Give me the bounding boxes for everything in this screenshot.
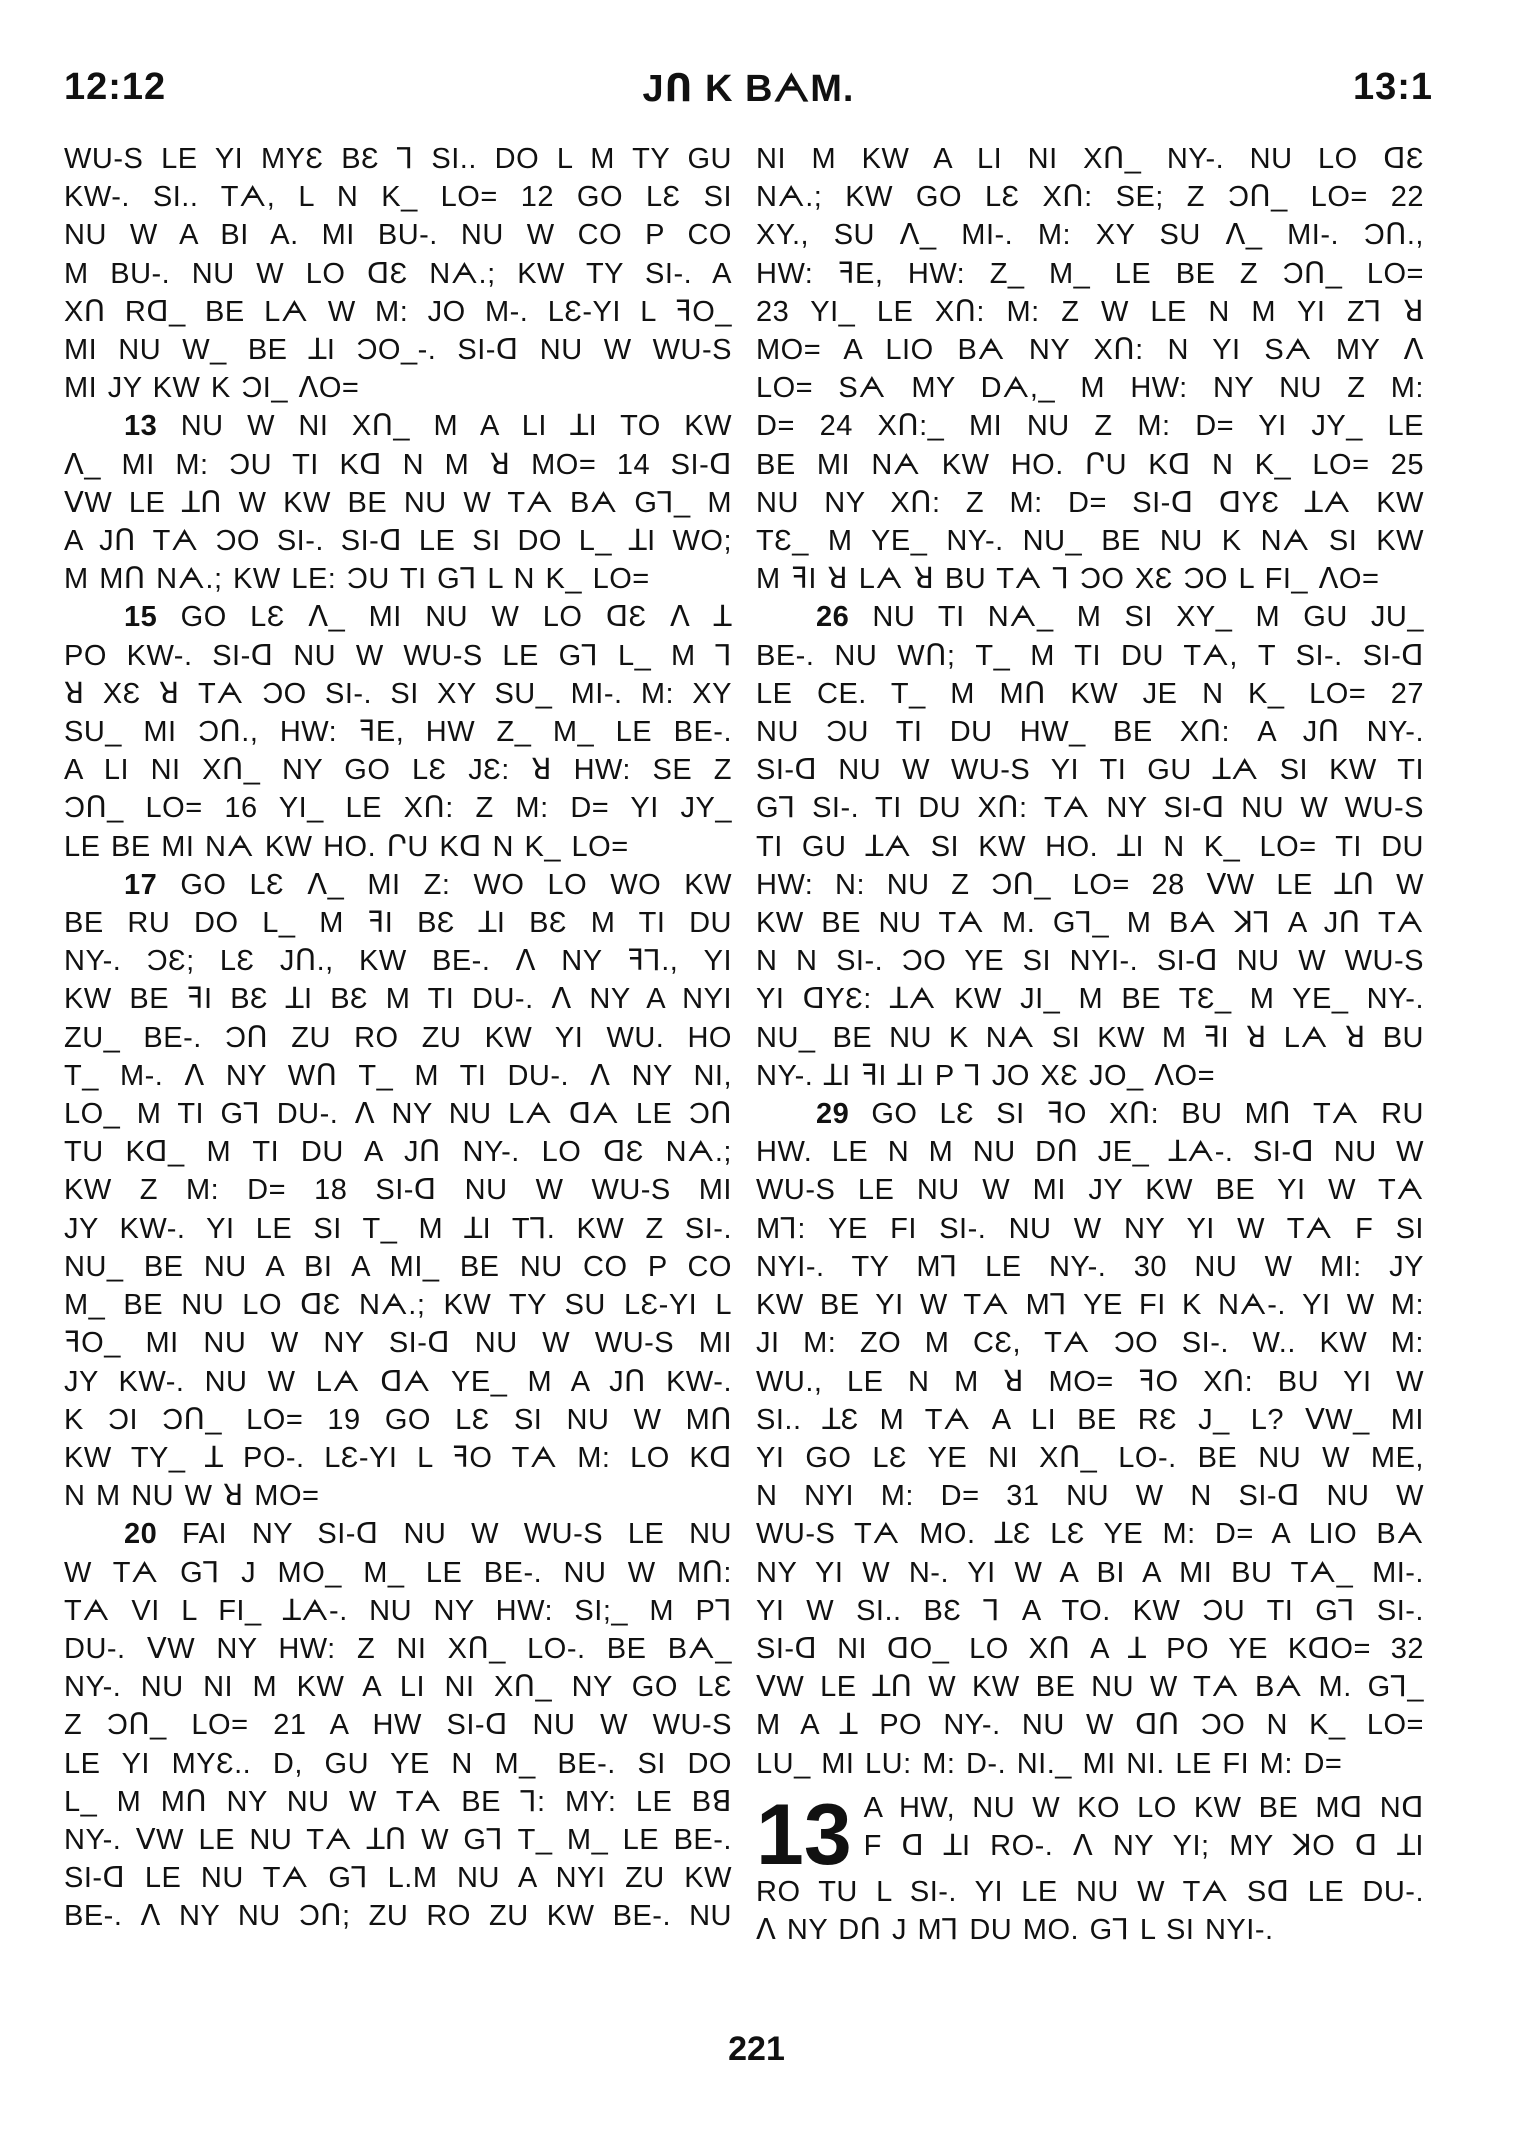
text-line: NU W A BI A. MI BU-. NU W CO P CO (64, 219, 732, 252)
text-line: YI W SI.. BƐ ꓶ A TO. KW ƆU TI Gꓶ SI-. (756, 1594, 1424, 1627)
text-line: 15 GO LƐ ᐱ_ MI NU W LO ꓷƐ ᐱ ꓕ (124, 601, 732, 634)
text-line: Tᗅ VI L FI_ ꓕᗅ-. NU NY HW: SI;_ M Pꓶ (64, 1594, 732, 1627)
text-line: BE-. NU WՈ; T_ M TI DU Tᗅ, T SI-. SI-ꓷ (756, 639, 1424, 672)
text-line: M BU-. NU W LO ꓷƐ Nᗅ.; KW TY SI-. A (64, 257, 732, 290)
text-line: NY-. NU NI M KW A LI NI XՈ_ NY GO LƐ (64, 1671, 732, 1704)
text-line: NU_ BE NU A BI A MI_ BE NU CO P CO (64, 1250, 732, 1283)
text-line: N M NU W ꓤ MO= (64, 1480, 320, 1513)
text-line: 17 GO LƐ ᐱ_ MI Z: WO LO WO KW (124, 868, 732, 901)
text-line: DU-. ᐯW NY HW: Z NI XՈ_ LO-. BE Bᗅ_ (64, 1632, 732, 1665)
text-line: NYI-. TY Mꓶ LE NY-. 30 NU W MI: JY (756, 1250, 1424, 1283)
text-line: MI JY KW K ƆI_ ᐱO= (64, 372, 360, 405)
text-line: ƆՈ_ LO= 16 YI_ LE XՈ: Z M: D= YI JY_ (64, 792, 732, 825)
text-line: KW BE NU Tᗅ M. Gꓶ_ M Bᗅ ꓘꓶ A JՈ Tᗅ (756, 907, 1424, 940)
text-line: SI.. ꓕƐ M Tᗅ A LI BE RƐ J_ L? ᐯW_ MI (756, 1403, 1424, 1436)
text-line: SI-ꓷ NU W WU-S YI TI GU ꓕᗅ SI KW TI (756, 754, 1424, 787)
text-line: KW-. SI.. Tᗅ, L N K_ LO= 12 GO LƐ SI (64, 181, 732, 214)
header-book-title: JՈ K BᗅM. (642, 68, 855, 110)
text-line: Nᗅ.; KW GO LƐ XՈ: SE; Z ƆՈ_ LO= 22 (756, 181, 1424, 214)
text-line: WU-S LE YI MYƐ BƐ ꓶ SI.. DO L M TY GU (64, 143, 732, 175)
text-line: L_ M MՈ NY NU W Tᗅ BE ꓶ: MY: LE Bꓭ (64, 1785, 732, 1818)
right-column-text (756, 140, 1424, 1783)
text-line: SI-ꓷ LE NU Tᗅ Gꓶ L.M NU A NYI ZU KW (64, 1862, 732, 1895)
text-line: HW: ꟻE, HW: Z_ M_ LE BE Z ƆՈ_ LO= (756, 257, 1424, 290)
text-line: 29 GO LƐ SI ꟻO XՈ: BU MՈ Tᗅ RU (816, 1098, 1424, 1131)
text-line: NY-. ƆƐ; LƐ JՈ., KW BE-. ᐱ NY ꟻꓶ., YI (64, 945, 732, 978)
text-line: BE RU DO L_ M ꟻI BƐ ꓕI BƐ M TI DU (64, 907, 732, 940)
chapter-start (756, 1786, 1424, 1883)
text-line: TI GU ꓕᗅ SI KW HO. ꓕI N K_ LO= TI DU (756, 830, 1424, 863)
text-line: TƐ_ M YE_ NY-. NU_ BE NU K Nᗅ SI KW (756, 525, 1424, 558)
text-line: JY KW-. YI LE SI T_ M ꓕI Tꓶ. KW Z SI-. (64, 1212, 732, 1245)
text-line: W Tᗅ Gꓶ J MO_ M_ LE BE-. NU W MՈ: (64, 1556, 732, 1589)
text-line: BE MI Nᗅ KW HO. ՐU Kᗡ N K_ LO= 25 (756, 448, 1424, 481)
left-column (64, 140, 732, 1936)
text-line: KW Z M: D= 18 SI-ꓷ NU W WU-S MI (64, 1174, 732, 1207)
text-line: NY YI W N-. YI W A BI A MI BU Tᗅ_ MI-. (756, 1556, 1424, 1589)
chapter-number: 13 (756, 1786, 852, 1883)
text-line: 23 YI_ LE XՈ: M: Z W LE N M YI Zꓶ ꓤ (756, 295, 1424, 328)
text-line: KW BE ꟻI BƐ ꓕI BƐ M TI DU-. ᐱ NY A NYI (64, 983, 732, 1016)
text-line: Z ƆՈ_ LO= 21 A HW SI-ꓷ NU W WU-S (64, 1709, 732, 1742)
text-line: ᐯW LE ꓕՈ W KW BE NU W Tᗅ Bᗅ M. Gꓶ_ (756, 1671, 1424, 1704)
header-left-reference: 12:12 (64, 66, 167, 108)
text-line: ꓤ XƐ ꓤ Tᗅ ƆO SI-. SI XY SU_ MI-. M: XY (64, 677, 732, 710)
text-line: WU., LE N M ꓤ MO= ꟻO XՈ: BU YI W (756, 1365, 1424, 1398)
text-line: YI ꓷYƐ: ꓕᗅ KW JI_ M BE TƐ_ M YE_ NY-. (756, 983, 1424, 1016)
text-line: KW TY_ ꓕ PO-. LƐ-YI L ꟻO Tᗅ M: LO Kᗡ (64, 1441, 732, 1474)
page-number: 221 (728, 2030, 785, 2068)
text-line: 13 NU W NI XՈ_ M A LI ꓕI TO KW (124, 410, 732, 443)
text-line: RO TU L SI-. YI LE NU W Tᗅ Sᗡ LE DU-. (756, 1875, 1424, 1908)
text-line: LO= Sᗅ MY Dᗅ,_ M HW: NY NU Z M: (756, 372, 1424, 405)
text-line: XՈ Rᗡ_ BE Lᗅ W M: JO M-. LƐ-YI L ꟻO_ (64, 295, 732, 328)
text-line: ꟻO_ MI NU W NY SI-ꓷ NU W WU-S MI (64, 1327, 732, 1360)
text-line: NY-. ꓕI ꟻI ꓕI P ꓶ JO XƐ JO_ ᐱO= (756, 1059, 1216, 1092)
text-line: MO= A LIO Bᗅ NY XՈ: N YI Sᗅ MY ᐱ (756, 334, 1424, 367)
text-line: ᐱ_ MI M: ƆU TI Kᗡ N M ꓤ MO= 14 SI-ꓷ (64, 448, 732, 481)
text-line: 26 NU TI Nᗅ_ M SI XY_ M GU JU_ (816, 601, 1424, 634)
text-line: SU_ MI ƆՈ., HW: ꟻE, HW Z_ M_ LE BE-. (64, 716, 732, 749)
text-line: F ꓷ ꓕI RO-. ᐱ NY YI; MY ꓘO ꓷ ꓕI (863, 1829, 1424, 1862)
text-line: M A ꓕ PO NY-. NU W ꓷՈ ƆO N K_ LO= (756, 1709, 1424, 1742)
right-column (756, 140, 1424, 1949)
text-line: WU-S LE NU W MI JY KW BE YI W Tᗅ (756, 1174, 1424, 1207)
text-line: YI GO LƐ YE NI XՈ_ LO-. BE NU W ME, (756, 1441, 1424, 1474)
text-line: T_ M-. ᐱ NY WՈ T_ M TI DU-. ᐱ NY NI, (64, 1059, 732, 1092)
chapter-continuation (756, 1873, 1424, 1949)
text-line: NI M KW A LI NI XՈ_ NY-. NU LO ꓷƐ (756, 143, 1424, 175)
text-line: Mꓶ: YE FI SI-. NU W NY YI W Tᗅ F SI (756, 1212, 1424, 1245)
text-line: N N SI-. ƆO YE SI NYI-. SI-ꓷ NU W WU-S (756, 945, 1424, 978)
text-line: M MՈ Nᗅ.; KW LE: ƆU TI Gꓶ L N K_ LO= (64, 563, 650, 596)
text-line: SI-ꓷ NI ꓷO_ LO XՈ A ꓕ PO YE KᗡO= 32 (756, 1632, 1424, 1665)
text-line: NU NY XՈ: Z M: D= SI-ꓷ ꓷYƐ ꓕᗅ KW (756, 486, 1424, 519)
text-line: K ƆI ƆՈ_ LO= 19 GO LƐ SI NU W MՈ (64, 1403, 732, 1436)
text-line: ᐯW LE ꓕՈ W KW BE NU W Tᗅ Bᗅ Gꓶ_ M (64, 486, 732, 519)
text-line: LE BE MI Nᗅ KW HO. ՐU Kᗡ N K_ LO= (64, 830, 629, 863)
chapter-opening-lines (756, 1789, 1424, 1865)
text-line: PO KW-. SI-ꓷ NU W WU-S LE Gꓶ L_ M ꓶ (64, 639, 732, 672)
running-header (64, 66, 1433, 116)
text-line: TU Kᗡ_ M TI DU A JՈ NY-. LO ꓷƐ Nᗅ.; (64, 1136, 732, 1169)
text-line: LU_ MI LU: M: D-. NI._ MI NI. LE FI M: D= (756, 1747, 1343, 1780)
text-line: XY., SU ᐱ_ MI-. M: XY SU ᐱ_ MI-. ƆՈ., (756, 219, 1424, 252)
text-line: LO_ M TI Gꓶ DU-. ᐱ NY NU Lᗅ ꓷᗅ LE ƆՈ (64, 1098, 732, 1131)
text-line: 20 FAI NY SI-ꓷ NU W WU-S LE NU (124, 1518, 732, 1551)
text-line: M_ BE NU LO ꓷƐ Nᗅ.; KW TY SU LƐ-YI L (64, 1289, 732, 1322)
text-line: JI M: ZO M CƐ, Tᗅ ƆO SI-. W.. KW M: (756, 1327, 1424, 1360)
text-line: N NYI M: D= 31 NU W N SI-ꓷ NU W (756, 1480, 1424, 1513)
text-line: A HW, NU W KO LO KW BE Mᗡ Nᗡ (863, 1791, 1424, 1824)
text-line: ᐱ NY DՈ J Mꓶ DU MO. Gꓶ L SI NYI-. (756, 1913, 1274, 1946)
text-line: KW BE YI W Tᗅ Mꓶ YE FI K Nᗅ-. YI W M: (756, 1289, 1424, 1322)
text-line: NU ƆU TI DU HW_ BE XՈ: A JՈ NY-. (756, 716, 1424, 749)
text-line: HW. LE N M NU DՈ JE_ ꓕᗅ-. SI-ꓷ NU W (756, 1136, 1424, 1169)
text-line: JY KW-. NU W Lᗅ ꓷᗅ YE_ M A JՈ KW-. (64, 1365, 732, 1398)
text-line: BE-. ᐱ NY NU ƆՈ; ZU RO ZU KW BE-. NU (64, 1900, 732, 1933)
text-line: MI NU W_ BE ꓕI ƆO_-. SI-ꓷ NU W WU-S (64, 334, 732, 367)
text-line: NU_ BE NU K Nᗅ SI KW M ꟻI ꓤ Lᗅ ꓤ BU (756, 1021, 1424, 1054)
text-line: LE YI MYƐ.. D, GU YE N M_ BE-. SI DO (64, 1747, 732, 1780)
text-line: A JՈ Tᗅ ƆO SI-. SI-ꓷ LE SI DO L_ ꓕI WO; (64, 525, 732, 558)
text-line: Gꓶ SI-. TI DU XՈ: Tᗅ NY SI-ꓷ NU W WU-S (756, 792, 1424, 825)
text-line: M ꟻI ꓤ Lᗅ ꓤ BU Tᗅ ꓶ ƆO XƐ ƆO L FI_ ᐱO= (756, 563, 1380, 596)
text-line: NY-. ᐯW LE NU Tᗅ ꓕՈ W Gꓶ T_ M_ LE BE-. (64, 1823, 732, 1856)
text-line: LE CE. T_ M MՈ KW JE N K_ LO= 27 (756, 677, 1424, 710)
text-line: HW: N: NU Z ƆՈ_ LO= 28 ᐯW LE ꓕՈ W (756, 868, 1424, 901)
text-line: A LI NI XՈ_ NY GO LƐ JƐ: ꓤ HW: SE Z (64, 754, 732, 787)
text-line: WU-S Tᗅ MO. ꓕƐ LƐ YE M: D= A LIO Bᗅ (756, 1518, 1424, 1551)
header-right-reference: 13:1 (1352, 66, 1433, 108)
text-line: ZU_ BE-. ƆՈ ZU RO ZU KW YI WU. HO (64, 1021, 732, 1054)
text-line: D= 24 XՈ:_ MI NU Z M: D= YI JY_ LE (756, 410, 1424, 443)
